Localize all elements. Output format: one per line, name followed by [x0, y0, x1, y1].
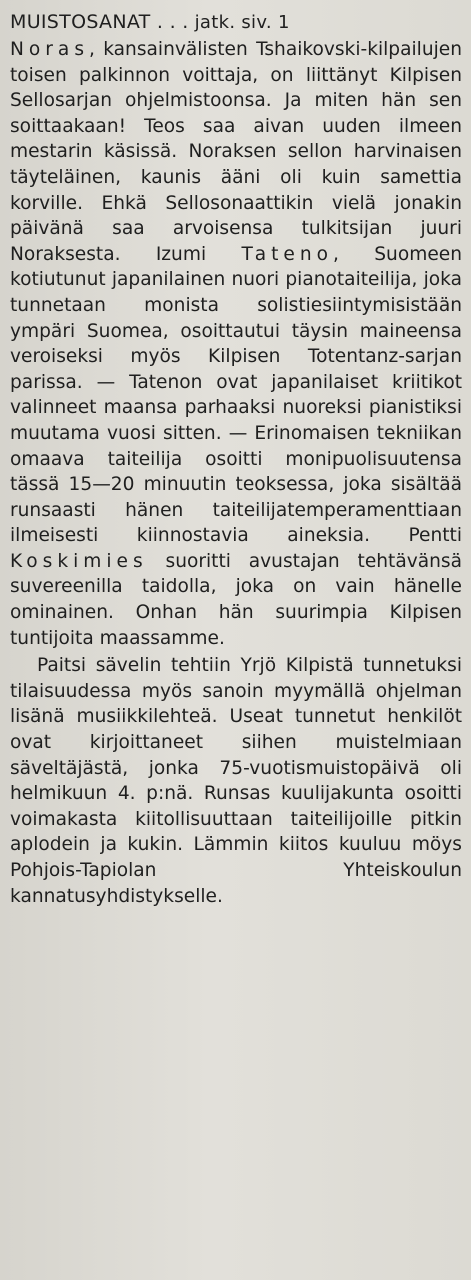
- p1-seg-1: , kansainvälisten Tshaikovski-kilpailujen toisen palkinnon voittaja, on liittänyt Kilpisen Sellosarjan ohjelmistoonsa. Ja miten hän sen soittaakaan! Teos saa aivan uuden ilmeen mestarin käsissä. Noraksen sellon harvinaisen täyteläinen, kaunis ääni oli kuin samettia korville. Ehkä Sellosonaattikin vielä jonakin päivänä saa arvoisensa tulkitsijan juuri Noraksesta. Izumi: [10, 39, 462, 265]
- paragraph-2: Paitsi sävelin tehtiin Yrjö Kilpistä tunnetuksi tilaisuudessa myös sanoin myymällä ohjelman lisänä musiikkilehteä. Useat tunnetut henkilöt ovat kirjoittaneet siihen muistelmiaan säveltäjästä, jonka 75-vuotismuistopäivä oli helmikuun 4. p:nä. Runsas kuulijakunta osoitti voimakasta kiitollisuuttaan taiteilijoille pitkin aplodein ja kukin. Lämmin kiitos kuuluu möys Pohjois-Tapiolan Yhteiskoulun kannatusyhdistykselle.: [10, 655, 462, 907]
- article-heading: [10, 10, 462, 35]
- paragraph-1: [10, 37, 462, 651]
- heading-title: MUISTOSANAT . . .: [10, 11, 189, 33]
- continued-note: jatk. siv. 1: [194, 12, 290, 33]
- p1-seg-5: suoritti avustajan tehtävänsä suvereenilla taidolla, joka on vain hänelle ominainen. Onhan hän suurimpia Kilpisen tuntijoita maassamme.: [10, 550, 462, 649]
- p1-seg-0: Noras: [10, 39, 90, 60]
- p1-seg-3: , Suomeen kotiutunut japanilainen nuori pianotaiteilija, joka tunnetaan monista solistiesiintymisistään ympäri Suomea, osoittautui täysin maineensa veroiseksi myös Kilpisen Totentanz-sarjan parissa. — Tatenon ovat japanilaiset kriitikot valinneet maansa parhaaksi nuoreksi pianistiksi muutama vuosi sitten. — Erinomaisen tekniikan omaava taiteilija osoitti monipuolisuutensa tässä 15—20 minuutin teoksessa, joka sisältää runsaasti hänen taiteilijatemperamenttiaan ilmeisesti kiinnostavia aineksia. Pentti: [10, 243, 462, 547]
- p1-seg-2: Tateno: [241, 243, 334, 265]
- p1-seg-4: Koskimies: [10, 550, 148, 572]
